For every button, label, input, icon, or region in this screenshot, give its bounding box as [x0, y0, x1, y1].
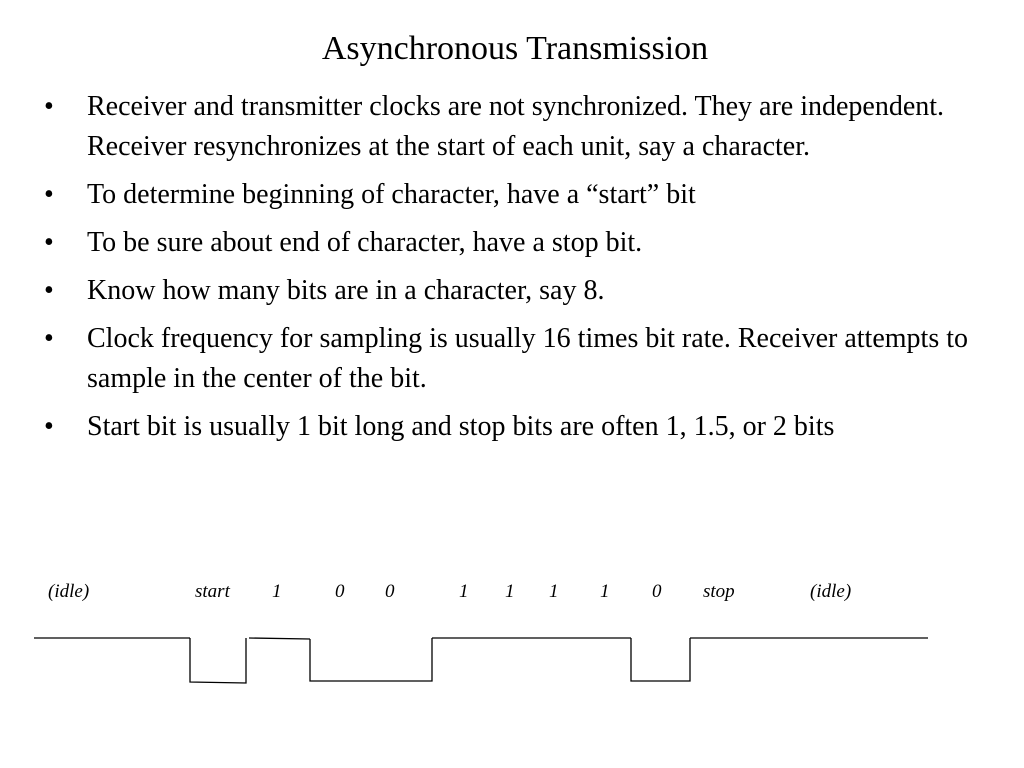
diagram-label-stop-bit: stop	[703, 581, 735, 602]
bullet-text: Clock frequency for sampling is usually 16 times bit rate. Receiver attempts to sample in the center of the bit.	[87, 323, 969, 394]
bullet-item	[40, 87, 980, 167]
waveform	[0, 620, 1024, 700]
waveform-bit-8-low	[631, 638, 690, 681]
waveform-bits-2-3-low	[310, 638, 432, 681]
bullet-text: To be sure about end of character, have a stop bit.	[87, 227, 643, 258]
diagram-label-start-bit: start	[195, 581, 230, 602]
waveform-bit-1-high	[249, 638, 310, 639]
diagram-label-bit-5: 1	[505, 581, 515, 602]
bullet-dot-icon: •	[44, 179, 54, 210]
bullet-text: Receiver and transmitter clocks are not synchronized. They are independent. Receiver resynchronizes at the start of each unit, say a character.	[87, 91, 945, 162]
bullet-item	[40, 271, 980, 311]
diagram-label-idle-end: (idle)	[810, 581, 852, 602]
diagram-label-bit-2: 0	[335, 581, 345, 602]
diagram-label-bit-7: 1	[600, 581, 610, 602]
bullet-text: To determine beginning of character, have a “start” bit	[87, 179, 696, 210]
bullet-dot-icon: •	[44, 227, 54, 258]
bullet-item	[40, 407, 980, 447]
waveform-start-bit	[190, 638, 246, 683]
diagram-label-bit-3: 0	[385, 581, 395, 602]
diagram-label-bit-4: 1	[459, 581, 469, 602]
bullet-dot-icon: •	[44, 275, 54, 306]
bullet-item	[40, 175, 980, 215]
bullet-dot-icon: •	[44, 411, 54, 442]
bullet-text: Know how many bits are in a character, say 8.	[87, 275, 605, 306]
diagram-label-bit-6: 1	[549, 581, 559, 602]
bullet-item	[40, 319, 980, 399]
bullet-dot-icon: •	[44, 323, 54, 354]
bullet-list	[40, 87, 980, 455]
diagram-label-idle-start: (idle)	[48, 581, 90, 602]
bullet-dot-icon: •	[44, 91, 54, 122]
bullet-item	[40, 223, 980, 263]
slide-title: Asynchronous Transmission	[321, 30, 709, 67]
bullet-text: Start bit is usually 1 bit long and stop bits are often 1, 1.5, or 2 bits	[87, 411, 835, 442]
diagram-label-bit-1: 1	[272, 581, 282, 602]
diagram-label-bit-8: 0	[652, 581, 662, 602]
